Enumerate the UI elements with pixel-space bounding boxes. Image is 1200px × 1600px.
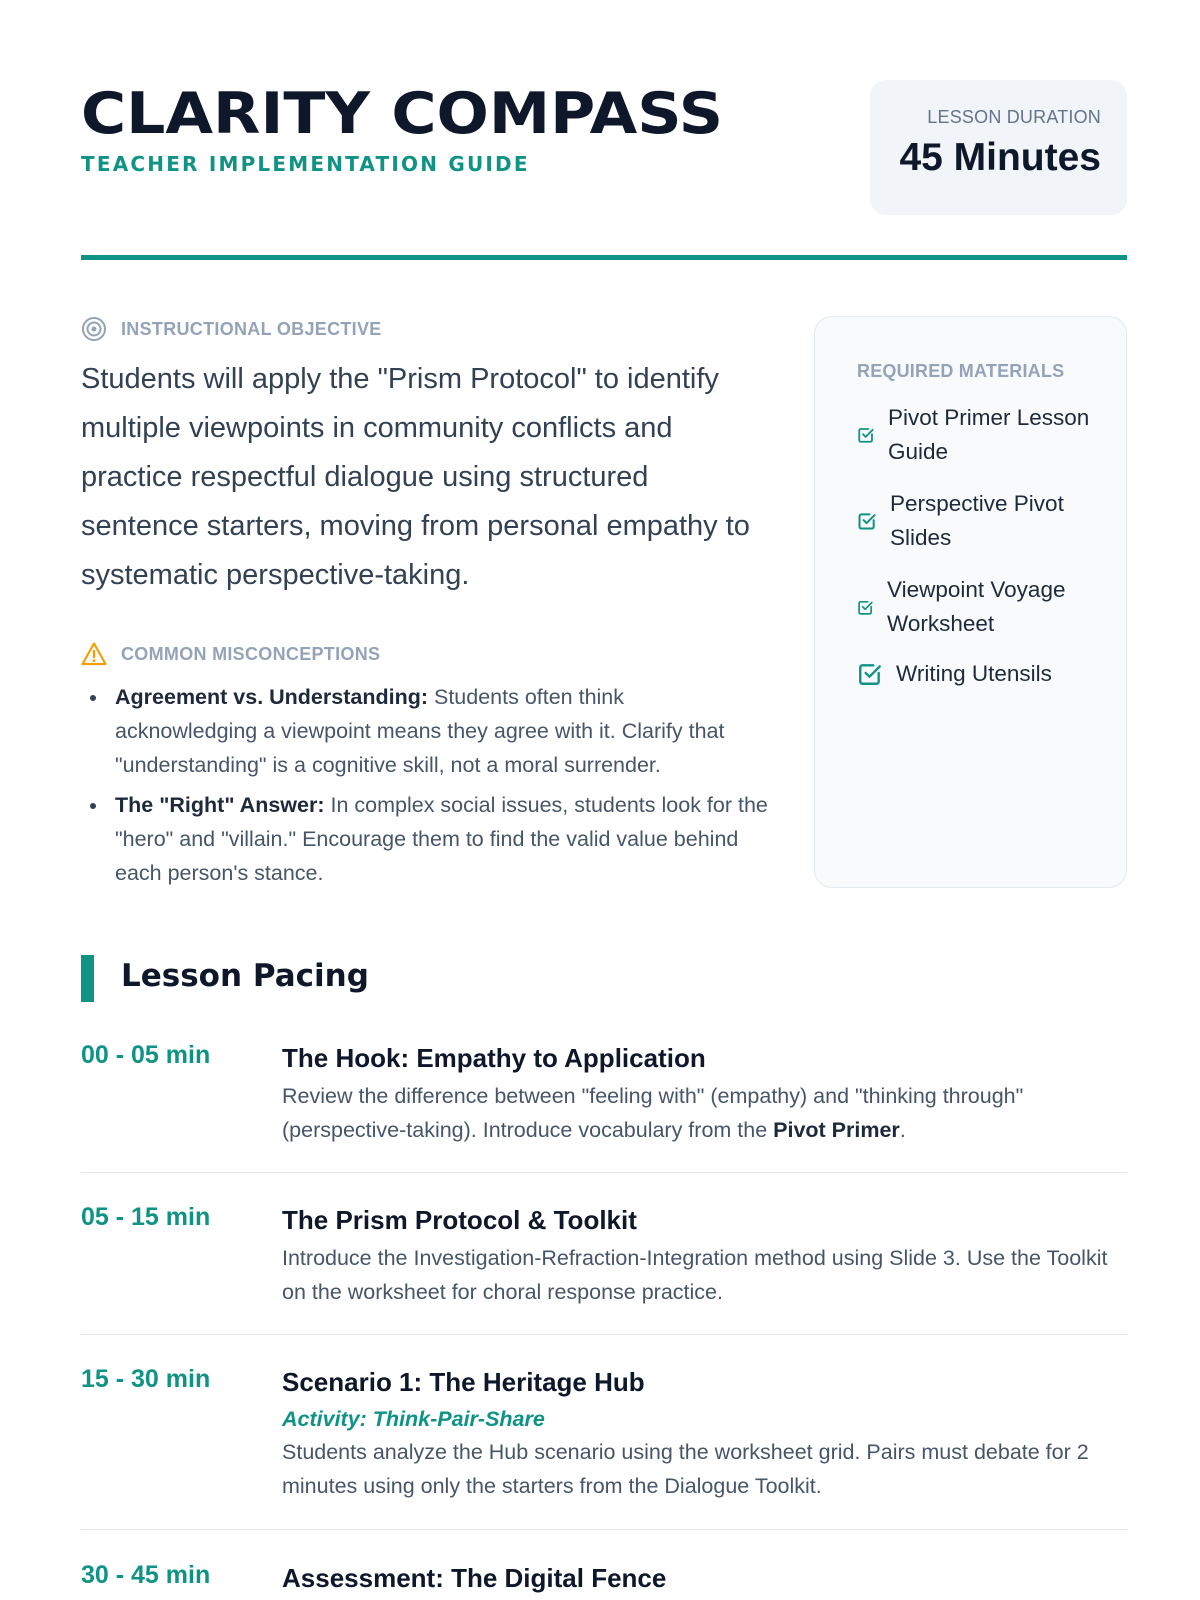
- objective-label: INSTRUCTIONAL OBJECTIVE: [121, 318, 382, 339]
- material-label: Pivot Primer Lesson Guide: [888, 405, 1090, 464]
- pacing-description: [282, 1079, 1127, 1147]
- duration-value: 45 Minutes: [899, 136, 1101, 179]
- pacing-desc-end: .: [899, 1118, 906, 1142]
- pacing-desc-bold: Pivot Primer: [773, 1118, 900, 1142]
- pacing-body: [282, 1365, 1127, 1503]
- misconception-text: Students often think acknowledging a viewpoint means they agree with it. Clarify that "understanding" is a cognitive skill, not a moral surrender.: [115, 685, 725, 777]
- checkbox-checked-icon: [857, 661, 883, 687]
- list-item: [81, 788, 771, 890]
- pacing-time: 30 - 45 min: [81, 1561, 211, 1589]
- header-divider: [81, 255, 1127, 260]
- checkbox-checked-icon: [857, 426, 875, 444]
- pacing-time: 05 - 15 min: [81, 1203, 211, 1231]
- pacing-body: [282, 1203, 1127, 1309]
- pacing-accent-bar: [81, 955, 94, 1002]
- pacing-body: [282, 1561, 1127, 1595]
- pacing-body: [282, 1041, 1127, 1147]
- material-item: [857, 487, 1107, 555]
- pacing-divider: [81, 1529, 1127, 1530]
- materials-card: [814, 316, 1127, 888]
- lesson-guide-page: [81, 0, 1127, 1600]
- material-label: Perspective Pivot Slides: [890, 491, 1064, 550]
- misconceptions-list: [81, 680, 771, 896]
- guide-subtitle: TEACHER IMPLEMENTATION GUIDE: [81, 152, 530, 176]
- pacing-divider: [81, 1172, 1127, 1173]
- duration-label: LESSON DURATION: [927, 107, 1101, 127]
- material-label: Viewpoint Voyage Worksheet: [887, 577, 1066, 636]
- checkbox-checked-icon: [857, 599, 874, 616]
- checkbox-checked-icon: [857, 511, 877, 531]
- misconceptions-label: COMMON MISCONCEPTIONS: [121, 643, 381, 664]
- pacing-activity: Activity: Think-Pair-Share: [282, 1407, 545, 1431]
- material-label: Writing Utensils: [896, 661, 1052, 686]
- pacing-heading: The Hook: Empathy to Application: [282, 1043, 706, 1073]
- material-item: [857, 657, 1107, 691]
- pacing-heading: Assessment: The Digital Fence: [282, 1563, 667, 1593]
- misconception-term: Agreement vs. Understanding:: [115, 685, 428, 709]
- duration-card: [870, 80, 1127, 215]
- pacing-divider: [81, 1334, 1127, 1335]
- misconceptions-heading: [81, 641, 380, 667]
- material-item: [857, 401, 1107, 469]
- pacing-description: Students analyze the Hub scenario using the worksheet grid. Pairs must debate for 2 minutes using only the starters from the Dialogue Toolkit.: [282, 1440, 1089, 1498]
- misconception-term: The "Right" Answer:: [115, 793, 325, 817]
- list-item: [81, 680, 771, 782]
- target-icon: [81, 316, 107, 342]
- pacing-time: 00 - 05 min: [81, 1041, 211, 1069]
- guide-title: CLARITY COMPASS: [81, 81, 724, 147]
- materials-label: REQUIRED MATERIALS: [857, 361, 1065, 381]
- misconception-text: In complex social issues, students look for the "hero" and "villain." Encourage them to find the valid value behind each person's stance.: [115, 793, 768, 885]
- objective-heading: [81, 316, 382, 342]
- pacing-title: Lesson Pacing: [121, 958, 369, 994]
- objective-text: Students will apply the "Prism Protocol" to identify multiple viewpoints in community conflicts and practice respectful dialogue using structured sentence starters, moving from personal empathy to systematic perspective-taking.: [81, 363, 750, 591]
- pacing-heading: Scenario 1: The Heritage Hub: [282, 1367, 645, 1397]
- guide-header: [81, 80, 1127, 215]
- pacing-description: Introduce the Investigation-Refraction-Integration method using Slide 3. Use the Toolkit on the worksheet for choral response practice.: [282, 1246, 1108, 1304]
- material-item: [857, 573, 1107, 641]
- pacing-heading: The Prism Protocol & Toolkit: [282, 1205, 637, 1235]
- pacing-desc-text: Review the difference between "feeling with" (empathy) and "thinking through" (perspective-taking). Introduce vocabulary from the: [282, 1084, 1024, 1142]
- warning-icon: [81, 641, 107, 667]
- pacing-time: 15 - 30 min: [81, 1365, 211, 1393]
